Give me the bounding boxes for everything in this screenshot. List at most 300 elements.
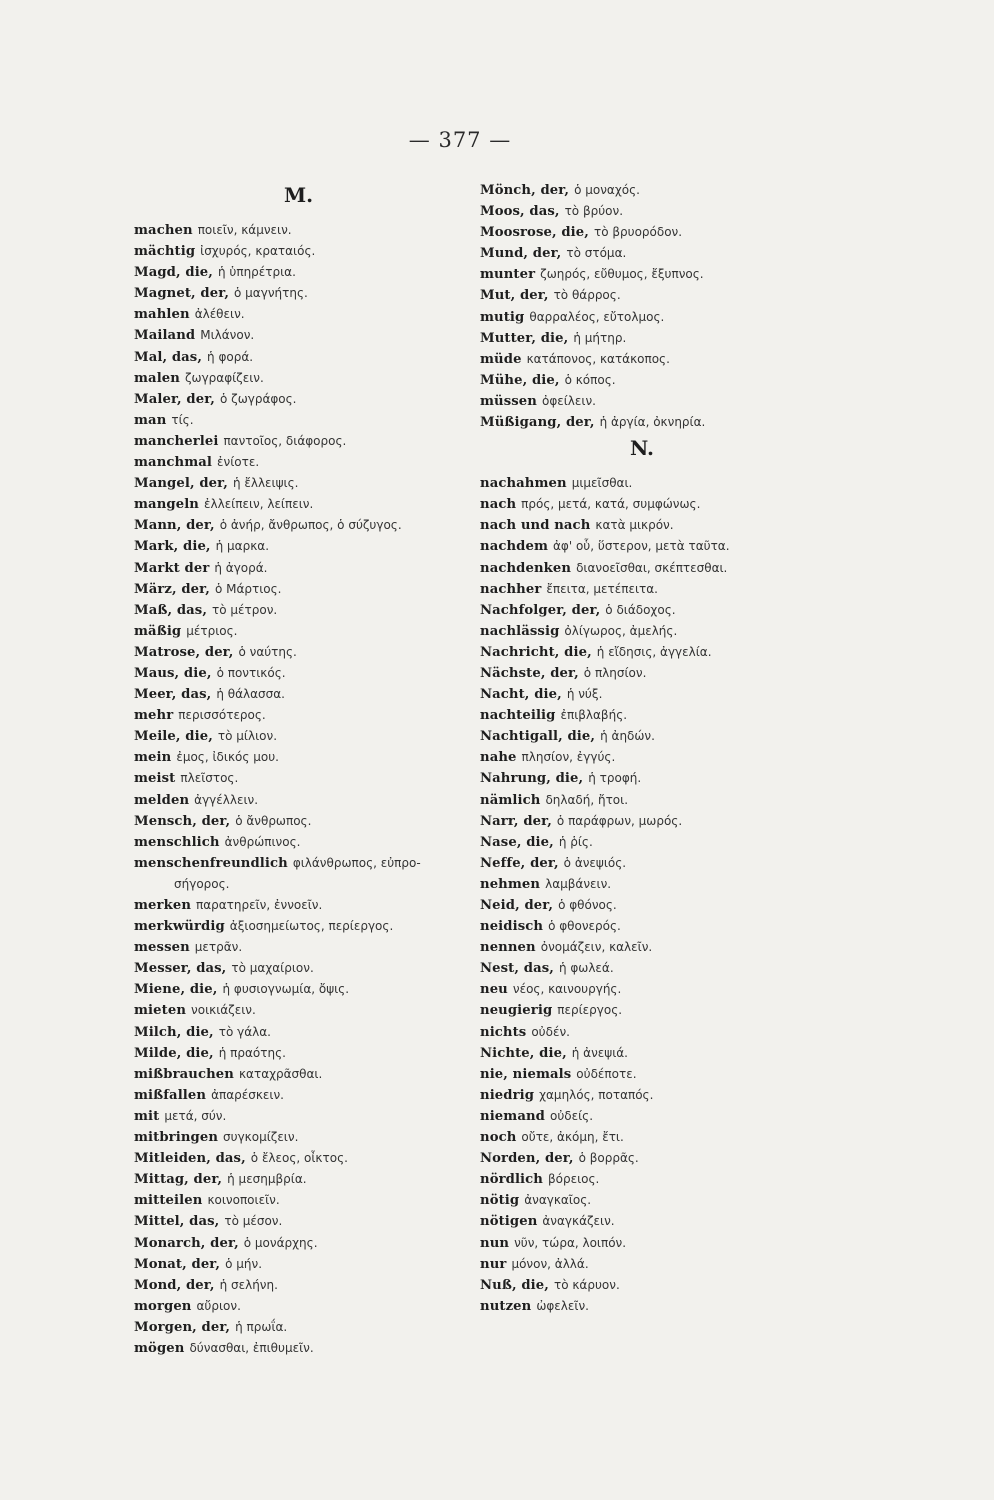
dictionary-entry [480,1022,820,1043]
dictionary-entry [134,1043,474,1064]
entry-headword: mißfallen [134,1087,207,1103]
dictionary-entry [480,1169,820,1190]
entry-translation: χαμηλός, ποταπός. [539,1087,654,1102]
entry-translation: περισσότερος. [178,708,266,723]
page-number: — 377 — [408,128,512,152]
entry-translation: νοικιάζειν. [191,1003,256,1018]
entry-headword: Mühe, die, [480,372,560,388]
entry-headword: Nachfolger, der, [480,602,601,618]
entry-headword: Nächste, der, [480,665,579,681]
entry-headword: munter [480,267,536,283]
entry-headword: Nichte, die, [480,1045,567,1061]
entry-translation: οὐδείς. [550,1108,594,1123]
dictionary-entry [480,642,820,663]
entry-headword: machen [134,223,193,238]
left-column [134,180,474,1359]
dictionary-entry [134,979,474,1000]
entry-translation: ἡ πρωΐα. [235,1319,288,1334]
entry-translation: λαμβάνειν. [545,876,612,891]
entry-translation: ἡ νύξ. [566,687,603,702]
dictionary-entry [480,790,820,811]
dictionary-entry [134,347,474,368]
entry-translation: ἐπιβλαβής. [560,708,628,723]
dictionary-entry [134,1148,474,1169]
entry-headword: Maß, das, [134,602,208,618]
entry-translation: ἡ μήτηρ. [573,330,627,345]
entry-translation: τὸ μέτρον. [212,602,278,617]
entry-translation: διανοεῖσθαι, σκέπτεσθαι. [576,560,728,575]
entry-translation: ὠφελεῖν. [536,1298,589,1313]
entry-translation: κοινοποιεῖν. [207,1193,280,1208]
dictionary-entry [134,790,474,811]
entry-translation: ὁ ναύτης. [238,644,297,659]
right-entry-list-top [480,180,820,433]
entry-translation: ἡ ὑπηρέτρια. [217,265,296,280]
dictionary-entry [480,243,820,264]
dictionary-entry [480,621,820,642]
entry-translation: οὔτε, ἀκόμη, ἔτι. [521,1130,624,1145]
dictionary-entry [134,283,474,304]
entry-headword: malen [134,370,180,386]
entry-headword: man [134,412,167,428]
entry-headword: menschlich [134,834,220,850]
dictionary-entry [134,1085,474,1106]
dictionary-entry [480,1085,820,1106]
entry-translation: ὁ φθόνος. [558,898,617,912]
entry-headword: Mal, das, [134,349,203,365]
entry-translation: ἡ φυσιογνωμία, ὄψις. [222,982,350,997]
entry-translation: ἔπειτα, μετέπειτα. [546,581,658,596]
entry-translation: ἡ εἴδησις, ἀγγελία. [596,644,712,659]
dictionary-entry [480,832,820,853]
entry-translation: ἡ τροφή. [588,771,642,786]
section-letter-m: M. [284,183,314,207]
entry-translation: τὸ στόμα. [566,246,627,261]
entry-translation: ἰσχυρός, κραταιός. [200,244,316,259]
entry-headword: Nacht, die, [480,687,562,703]
entry-headword: manchmal [134,455,213,471]
entry-headword: Morgen, der, [134,1319,231,1335]
entry-translation: ὁ κόπος. [564,372,616,387]
dictionary-entry [134,241,474,262]
dictionary-entry [480,726,820,747]
entry-translation: δηλαδή, ἤτοι. [545,792,629,807]
entry-translation: ὁ ζωγράφος. [220,391,297,406]
entry-headword: nachahmen [480,476,567,492]
entry-headword: Mönch, der, [480,183,570,198]
dictionary-entry [480,874,820,895]
entry-headword: nach und nach [480,518,591,534]
entry-translation: ἐμος, ἰδικός μου. [176,750,279,765]
dictionary-entry [480,536,820,557]
entry-headword: merkwürdig [134,919,225,935]
dictionary-entry [134,262,474,283]
entry-translation: ποιεῖν, κάμνειν. [197,223,292,237]
entry-translation: νέος, καινουργής. [512,982,622,997]
entry-headword: Mund, der, [480,246,562,262]
entry-headword: nördlich [480,1172,543,1188]
entry-translation: ὁ διάδοχος. [605,602,676,617]
entry-translation: ὁ πλησίον. [583,665,647,680]
right-entry-list [480,473,820,1317]
entry-headword: nahe [480,750,517,766]
entry-translation: ἀναγκαῖος. [524,1193,592,1208]
entry-translation: θαρραλέος, εὔτολμος. [529,309,665,324]
entry-headword: Nase, die, [480,834,554,850]
entry-headword: Mitleiden, das, [134,1151,246,1167]
entry-headword: nachdem [480,539,549,555]
entry-translation: φιλάνθρωπος, εὐπρο- [292,855,421,870]
dictionary-entry [480,663,820,684]
dictionary-entry [480,285,820,306]
entry-headword: nichts [480,1024,527,1040]
entry-translation: τὸ βρύον. [564,204,624,219]
entry-translation: ἀπαρέσκειν. [211,1087,284,1102]
entry-translation: περίεργος. [557,1003,623,1018]
entry-translation: ὁ Μάρτιος. [214,581,282,596]
entry-translation: τὸ μαχαίριον. [231,961,314,976]
entry-translation: ἡ σελήνη. [219,1277,278,1292]
entry-headword: Matrose, der, [134,644,234,660]
entry-translation: ἡ πραότης. [218,1045,286,1060]
entry-headword: nachlässig [480,623,560,639]
entry-translation: μέτριος. [186,623,238,638]
entry-headword: Markt der [134,560,210,576]
entry-headword: niemand [480,1108,545,1124]
entry-translation: κατὰ μικρόν. [595,518,674,533]
entry-headword: Mutter, die, [480,330,569,346]
entry-translation: παρατηρεῖν, ἐννοεῖν. [196,898,323,912]
entry-headword: Maus, die, [134,665,212,681]
entry-headword: Müßigang, der, [480,415,595,431]
entry-translation: τὸ μέσον. [224,1214,283,1229]
dictionary-entry [134,536,474,557]
entry-headword: Norden, der, [480,1151,574,1167]
entry-headword: Nuß, die, [480,1277,549,1293]
entry-headword: meist [134,771,176,787]
entry-headword: Narr, der, [480,813,552,829]
dictionary-entry [480,1043,820,1064]
entry-translation: ἐνίοτε. [217,455,260,470]
entry-headword: Nest, das, [480,961,554,977]
entry-translation: ἡ ἀνεψιά. [571,1045,628,1060]
entry-translation: ἀλέθειν. [194,307,245,322]
entry-translation: ὁ μονάρχης. [243,1235,318,1250]
entry-headword: Neid, der, [480,898,554,913]
entry-headword: nachteilig [480,708,556,724]
dictionary-entry [134,494,474,515]
entry-headword: mehr [134,708,174,724]
entry-headword: menschenfreundlich [134,855,288,871]
dictionary-entry [134,1169,474,1190]
entry-headword: Milch, die, [134,1024,214,1040]
dictionary-entry [134,1338,474,1359]
entry-translation: ἡ ἀγορά. [214,560,268,575]
entry-headword: morgen [134,1298,192,1314]
entry-headword: mein [134,750,172,766]
dictionary-entry [134,389,474,410]
entry-headword: mieten [134,1003,187,1019]
entry-translation: ζωηρός, εὔθυμος, ἔξυπνος. [540,267,704,282]
entry-headword: Messer, das, [134,961,227,977]
entry-headword: neugierig [480,1003,553,1019]
entry-headword: Meer, das, [134,687,212,703]
entry-headword: müde [480,351,522,367]
entry-translation: νῦν, τώρα, λοιπόν. [514,1235,627,1250]
dictionary-entry [134,663,474,684]
entry-headword: Mailand [134,328,196,344]
entry-translation: ἡ φορά. [207,349,254,364]
entry-translation: βόρειος. [548,1172,600,1187]
entry-translation: ἡ θάλασσα. [216,687,285,702]
dictionary-entry [134,473,474,494]
entry-headword: nur [480,1256,507,1272]
entry-translation: ὁ ἄνθρωπος. [235,813,312,828]
dictionary-entry [134,1275,474,1296]
entry-headword: Magd, die, [134,265,213,281]
entry-headword: nehmen [480,876,541,892]
entry-headword: nötigen [480,1214,538,1230]
entry-translation: ὁ φθονερός. [548,919,621,934]
dictionary-entry [134,410,474,431]
dictionary-entry [134,558,474,579]
dictionary-entry [134,1022,474,1043]
entry-headword: nun [480,1235,510,1251]
dictionary-entry [480,264,820,285]
entry-translation: ἐλλείπειν, λείπειν. [204,497,314,512]
dictionary-entry [480,1296,820,1317]
entry-translation: ἀξιοσημείωτος, περίεργος. [229,919,394,934]
left-entry-list [134,220,474,1359]
dictionary-entry [480,705,820,726]
entry-headword: merken [134,898,192,913]
dictionary-entry [134,747,474,768]
entry-translation: τίς. [171,412,194,427]
entry-translation: πλησίον, ἐγγύς. [521,750,616,765]
entry-translation: ἡ φωλεά. [558,961,614,976]
right-column [480,180,820,1317]
dictionary-entry [480,349,820,370]
entry-headword: neu [480,982,508,998]
dictionary-entry [134,325,474,346]
entry-translation: ἡ ἀργία, ὀκνηρία. [599,415,706,430]
entry-headword: Mark, die, [134,539,211,555]
dictionary-entry [480,391,820,412]
entry-translation: ἡ ἀηδών. [600,729,655,744]
dictionary-entry [134,1296,474,1317]
entry-headword: nennen [480,940,536,956]
entry-translation: κατάπονος, κατάκοπος. [526,351,670,366]
dictionary-entry [134,811,474,832]
entry-headword: Magnet, der, [134,286,230,302]
dictionary-entry [480,811,820,832]
section-letter-n: N. [630,436,654,461]
entry-translation: Μιλάνον. [200,328,255,343]
dictionary-entry [480,747,820,768]
entry-headword: Mond, der, [134,1277,215,1293]
dictionary-entry [480,1275,820,1296]
dictionary-entry [480,494,820,515]
entry-headword: mißbrauchen [134,1066,234,1082]
dictionary-entry [480,412,820,433]
dictionary-entry [480,579,820,600]
entry-translation: πλεῖστος. [180,771,239,786]
entry-headword: nutzen [480,1298,532,1314]
dictionary-entry [480,916,820,937]
entry-translation: ὁ ἀνήρ, ἄνθρωπος, ὁ σύζυγος. [219,518,402,533]
entry-translation: μετά, σύν. [164,1108,227,1123]
entry-headword: Mittag, der, [134,1172,223,1188]
dictionary-entry [480,1190,820,1211]
entry-translation: μιμεῖσθαι. [571,476,633,491]
entry-headword: Mensch, der, [134,813,231,829]
entry-translation: μόνον, ἀλλά. [511,1256,589,1271]
dictionary-entry [134,1254,474,1275]
dictionary-entry [480,600,820,621]
dictionary-entry [134,431,474,452]
dictionary-entry [480,1127,820,1148]
dictionary-entry [134,1064,474,1085]
dictionary-entry [134,368,474,389]
dictionary-entry [134,642,474,663]
dictionary-entry [480,1064,820,1085]
entry-translation: οὐδέν. [531,1024,570,1039]
entry-headword: nachdenken [480,560,572,576]
dictionary-entry [134,768,474,789]
entry-translation: ὁ μαγνήτης. [234,286,308,301]
entry-headword: mangeln [134,497,199,513]
dictionary-entry [480,1106,820,1127]
entry-headword: Maler, der, [134,391,216,407]
entry-translation: ἡ ἔλλειψις. [232,476,299,491]
dictionary-entry [134,1317,474,1338]
entry-translation: ἀφ' οὗ, ὕστερον, μετὰ ταῦτα. [553,539,730,554]
entry-headword: nämlich [480,792,541,808]
dictionary-entry [134,874,474,895]
dictionary-entry [134,1233,474,1254]
entry-translation: ἀγγέλλειν. [194,792,259,807]
dictionary-entry [134,621,474,642]
dictionary-entry [134,515,474,536]
entry-headword: mögen [134,1340,185,1356]
entry-translation: ἡ ῥίς. [558,834,593,849]
entry-translation: δύνασθαι, ἐπιθυμεῖν. [189,1340,314,1355]
entry-translation: πρός, μετά, κατά, συμφώνως. [521,497,701,512]
dictionary-entry [480,1000,820,1021]
entry-headword: mäßig [134,623,182,639]
entry-headword: mächtig [134,244,196,260]
entry-translation: μετρᾶν. [194,940,243,955]
entry-headword: mahlen [134,307,190,323]
dictionary-entry [134,579,474,600]
entry-headword: Milde, die, [134,1045,214,1061]
dictionary-entry [480,328,820,349]
dictionary-entry [480,937,820,958]
entry-translation: αὔριον. [196,1298,241,1313]
entry-headword: Nachtigall, die, [480,729,596,745]
entry-headword: mit [134,1108,160,1124]
dictionary-entry [480,515,820,536]
entry-translation: οὐδέποτε. [576,1066,637,1081]
dictionary-entry [134,1127,474,1148]
entry-headword: mitteilen [134,1193,203,1209]
entry-headword: nachher [480,581,542,597]
dictionary-entry [480,370,820,391]
entry-headword: Neffe, der, [480,855,559,871]
entry-translation: τὸ μίλιον. [217,729,278,744]
entry-headword: März, der, [134,581,210,597]
dictionary-entry [134,895,474,916]
entry-translation: ἡ μεσημβρία. [227,1172,307,1187]
dictionary-entry [134,452,474,473]
dictionary-entry [480,558,820,579]
entry-headword: mutig [480,309,525,325]
dictionary-entry [134,832,474,853]
dictionary-entry [480,768,820,789]
entry-headword: Mann, der, [134,518,215,534]
entry-headword: nach [480,497,517,513]
dictionary-entry [480,222,820,243]
dictionary-entry [134,726,474,747]
dictionary-entry [480,1233,820,1254]
dictionary-entry [134,937,474,958]
entry-translation: ὁ μήν. [225,1256,263,1271]
dictionary-entry [134,958,474,979]
dictionary-entry [134,600,474,621]
entry-headword: mancherlei [134,433,219,449]
entry-headword: Monat, der, [134,1256,221,1272]
entry-translation: ὀφείλειν. [541,393,596,408]
dictionary-entry [134,853,474,874]
dictionary-entry [134,705,474,726]
dictionary-entry [134,684,474,705]
entry-headword: messen [134,940,190,956]
entry-translation: ὁ ποντικός. [216,665,286,680]
dictionary-entry [480,1148,820,1169]
entry-translation: ζωγραφίζειν. [185,370,264,385]
entry-translation: ὁ μοναχός. [574,183,640,197]
entry-translation: ὀλίγωρος, ἀμελής. [564,623,678,638]
entry-translation: ὁ βορρᾶς. [578,1151,639,1166]
entry-headword: melden [134,792,190,808]
entry-headword: nötig [480,1193,520,1209]
entry-headword: Meile, die, [134,729,213,745]
dictionary-entry [134,1190,474,1211]
entry-translation: ὁ παράφρων, μωρός. [556,813,683,828]
entry-headword: Miene, die, [134,982,218,998]
entry-headword: Monarch, der, [134,1235,239,1251]
dictionary-entry [134,1000,474,1021]
entry-translation: ἡ μαρκα. [215,539,270,554]
dictionary-entry [480,1211,820,1232]
dictionary-entry [480,684,820,705]
entry-translation: καταχρᾶσθαι. [238,1066,323,1081]
dictionary-entry [480,307,820,328]
entry-headword: niedrig [480,1087,535,1103]
entry-translation: ἀναγκάζειν. [542,1214,615,1229]
entry-translation: ἀνθρώπινος. [224,834,301,849]
entry-translation: ὀνομάζειν, καλεῖν. [540,940,653,955]
dictionary-entry [480,853,820,874]
entry-headword: Moosrose, die, [480,225,589,241]
dictionary-entry [134,220,474,241]
dictionary-entry [480,979,820,1000]
entry-translation: τὸ θάρρος. [553,288,621,303]
dictionary-entry [134,916,474,937]
entry-headword: Nahrung, die, [480,771,584,787]
dictionary-entry [134,1106,474,1127]
dictionary-entry [480,895,820,916]
